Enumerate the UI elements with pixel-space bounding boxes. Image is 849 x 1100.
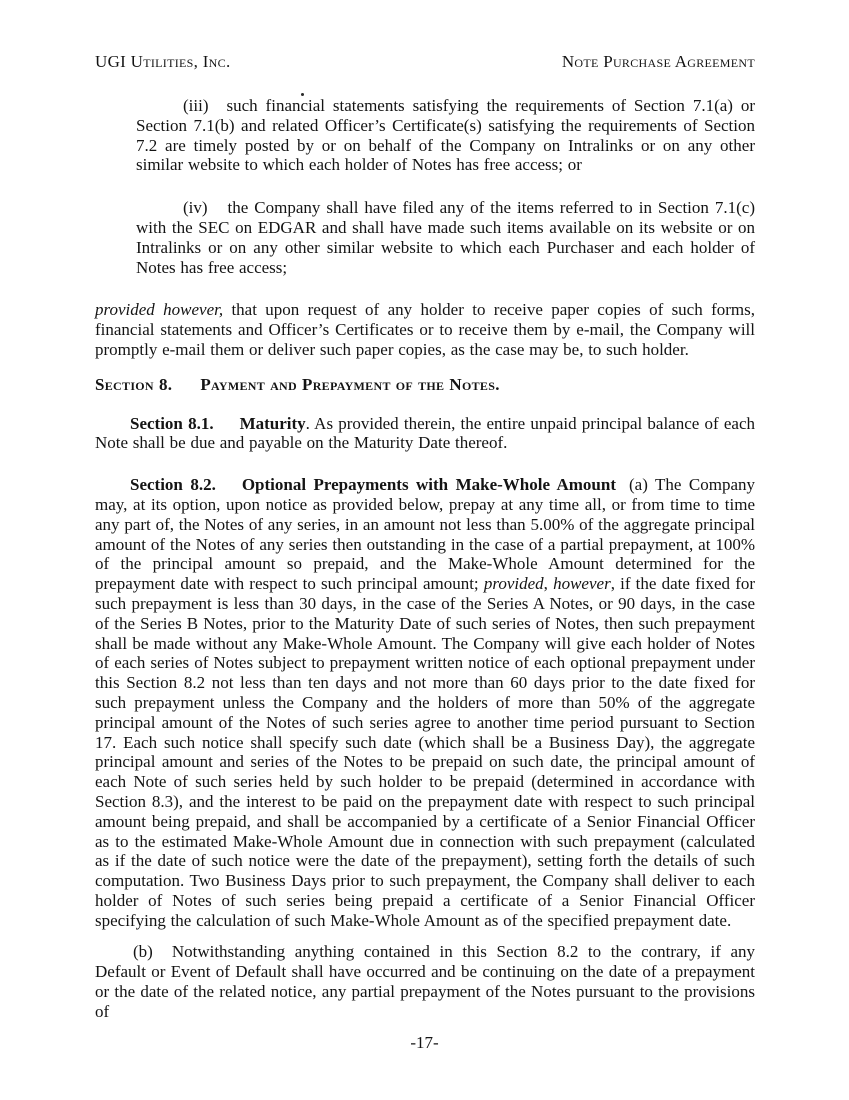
tab-space [216, 489, 242, 490]
paragraph-section-8-2 [95, 475, 755, 930]
text-segment: such financial statements satisfying the requirements of Section 7.1(a) or Section 7.1(b) and related Officer’s Certificate(s) satisfying the requirements of Section 7.2 are timely posted by or on behalf of the Company on Intralinks or on any other similar website to which each holder of Notes has free access; or [136, 96, 755, 175]
heading-section-8 [95, 375, 755, 395]
tab-space [153, 956, 172, 957]
tab-space [616, 489, 629, 490]
tab-space [209, 110, 227, 111]
text-segment: , if the date fixed for such prepayment is less than 30 days, in the case of the Series A Notes, or 90 days, in the case of the Series B Notes, prior to the Maturity Date of such series of Notes, then such prepayment shall be made without any Make-Whole Amount. The Company will give each holder of Notes of each series of Notes subject to prepayment written notice of each optional prepayment under this Section 8.2 not less than ten days and not more than 60 days prior to the date fixed for such prepayment unless the Company and the holders of more than 50% of the aggregate principal amount of the Notes of such series agree to another time period pursuant to Section 17. Each such notice shall specify such date (which shall be a Business Day), the aggregate principal amount and series of the Notes to be prepaid on such date, the principal amount of each Note of such series held by such holder to be prepaid (determined in accordance with Section 8.3), and the interest to be paid on the prepayment date with respect to such principal amount being prepaid, and shall be accompanied by a certificate of a Senior Financial Officer as to the estimated Make-Whole Amount due in connection with such prepayment (calculated as if the date of such notice were the date of the prepayment), setting forth the details of such computation. Two Business Days prior to such prepayment, the Company shall deliver to each holder of Notes of such series being prepaid a certificate of a Senior Financial Officer specifying the calculation of such Make-Whole Amount as of the specified prepayment date. [95, 574, 756, 930]
paragraph-iv [136, 198, 755, 277]
text-segment: however [553, 574, 611, 594]
text-segment: (a) The Company may, at its option, upon notice as provided below, prepay at any time all, or from time to time any part of, the Notes of any series, in an amount not less than 5.00% of the aggregate principal amount of the Notes of any series then outstanding in the case of a partial prepayment, at 100% of the principal amount so prepaid, and the Make-Whole Amount determined for the prepayment date with respect to such principal amount; [95, 475, 755, 594]
paragraph-b [95, 942, 755, 1021]
running-header [95, 52, 755, 72]
tab-space [172, 389, 200, 390]
paragraph-section-8-1 [95, 414, 755, 454]
tab-space [214, 428, 240, 429]
paragraph-provided-however [95, 300, 755, 359]
tab-space [208, 212, 228, 213]
document-content [95, 52, 755, 1022]
text-segment: (iii) [183, 96, 209, 115]
text-segment: Payment and Prepayment of the Notes. [200, 374, 500, 394]
document-body [95, 96, 755, 1022]
text-segment: Maturity [239, 413, 306, 433]
text-segment: the Company shall have filed any of the items referred to in Section 7.1(c) with the SEC on EDGAR and shall have made such items available on its website or on Intralinks or on any other similar website to which each Purchaser and each holder of Notes has free access; [136, 198, 755, 277]
text-segment: provided [483, 574, 544, 594]
text-segment: (iv) [183, 198, 208, 218]
text-segment: Section 8.1. [130, 413, 214, 433]
text-segment: Optional Prepayments with Make-Whole Amount [241, 475, 617, 495]
paragraph-iii [136, 96, 755, 175]
text-segment: . As provided therein, the entire unpaid principal balance of each Note shall be due and payable on the Maturity Date thereof. [95, 413, 755, 453]
text-segment: that upon request of any holder to receive paper copies of such forms, financial statements and Officer’s Certificates or to receive them by e-mail, the Company will promptly e-mail them or deliver such paper copies, as the case may be, to such holder. [95, 300, 755, 359]
document-title: Note Purchase Agreement [561, 52, 755, 71]
text-segment: Section 8.2. [130, 475, 216, 495]
text-segment: Notwithstanding anything contained in this Section 8.2 to the contrary, if any Default or Event of Default shall have occurred and be continuing on the date of a prepayment or the date of the related notice, any partial prepayment of the Notes pursuant to the provisions of [95, 942, 755, 1021]
page-number: -17- [410, 1033, 439, 1052]
text-segment: provided however, [95, 300, 224, 320]
company-name: UGI Utilities, Inc. [95, 52, 231, 71]
text-segment: Section 8. [95, 374, 173, 394]
text-segment: , [543, 574, 554, 594]
text-segment: (b) [133, 942, 153, 962]
